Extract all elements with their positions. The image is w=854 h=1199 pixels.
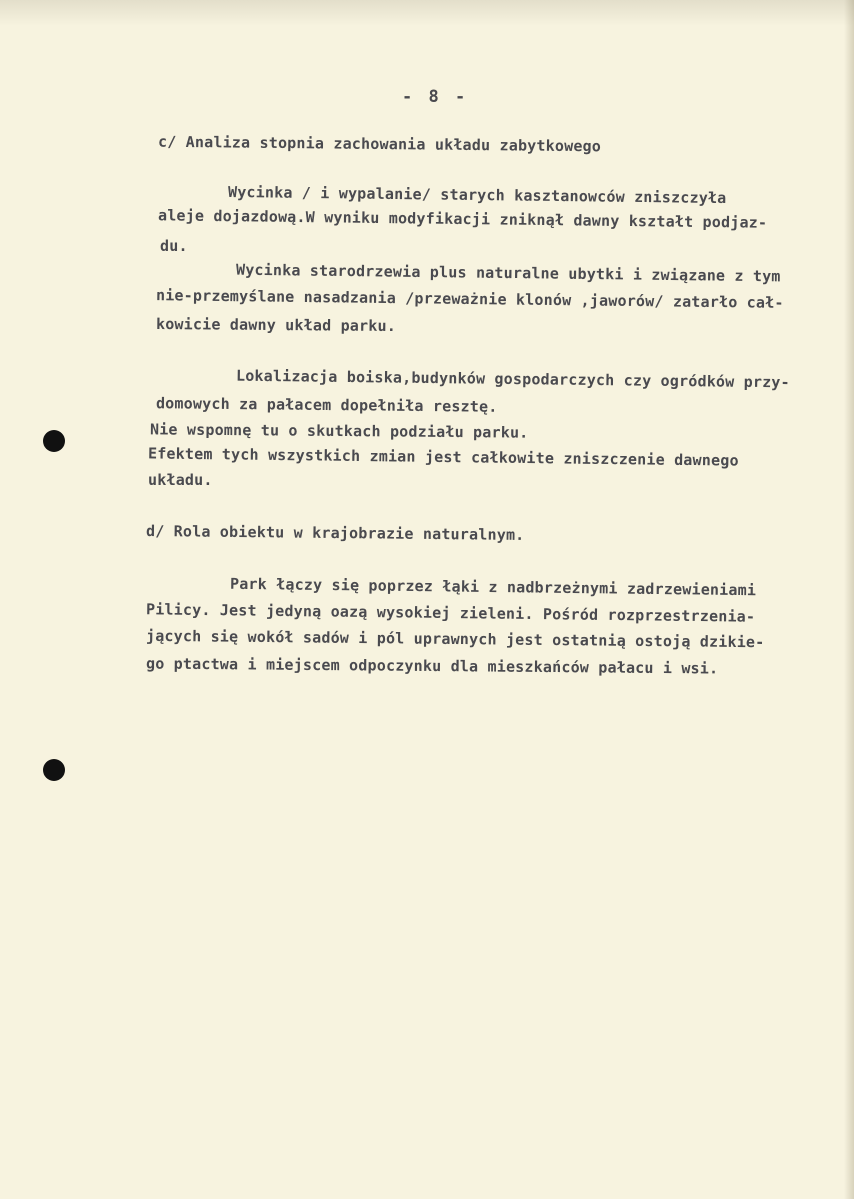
section-c-heading: c/ Analiza stopnia zachowania układu zabytkowego: [157, 132, 602, 156]
section-c-p2-line-3: kowicie dawny układ parku.: [155, 314, 397, 336]
section-d-p1-line-3: jących się wokół sadów i pól uprawnych jest ostatnią ostoją dzikie-: [145, 626, 765, 652]
scan-top-band: [0, 0, 854, 26]
page-number: - 8 -: [402, 87, 469, 107]
section-d-p1-line-4: go ptactwa i miejscem odpoczynku dla mieszkańców pałacu i wsi.: [145, 654, 719, 678]
section-d-heading: d/ Rola obiektu w krajobrazie naturalnym.: [145, 522, 525, 544]
scan-edge-shadow: [844, 0, 854, 1199]
section-c-p2-line-2: nie-przemyślane nasadzania /przeważnie klonów ,jaworów/ zatarło cał-: [155, 286, 784, 312]
punch-hole-lower: [43, 759, 65, 781]
section-c-p3-line-5: układu.: [148, 471, 213, 489]
section-c-p3-line-4: Efektem tych wszystkich zmian jest całkowite zniszczenie dawnego: [147, 444, 739, 470]
section-c-p1-line-2: aleje dojazdową.W wyniku modyfikacji zniknął dawny kształt podjaz-: [157, 206, 768, 232]
section-d-p1-line-2: Pilicy. Jest jedyną oazą wysokiej zieleni. Pośród rozprzestrzenia-: [145, 600, 756, 626]
section-d-p1-line-1: Park łączy się poprzez łąki z nadbrzeżnymi zadrzewieniami: [229, 574, 757, 600]
section-c-p3-line-1: Lokalizacja boiska,budynków gospodarczych czy ogródków przy-: [235, 366, 790, 392]
section-c-p2-line-1: Wycinka starodrzewia plus naturalne ubytki i związane z tym: [235, 260, 781, 286]
section-c-p3-line-2: domowych za pałacem dopełniła resztę.: [155, 394, 498, 416]
section-c-p1-line-1: Wycinka / i wypalanie/ starych kasztanowców zniszczyła: [227, 182, 727, 208]
section-c-p3-line-3: Nie wspomnę tu o skutkach podziału parku.: [149, 420, 529, 442]
section-c-p1-line-3: du.: [160, 237, 188, 255]
punch-hole-upper: [43, 430, 65, 452]
